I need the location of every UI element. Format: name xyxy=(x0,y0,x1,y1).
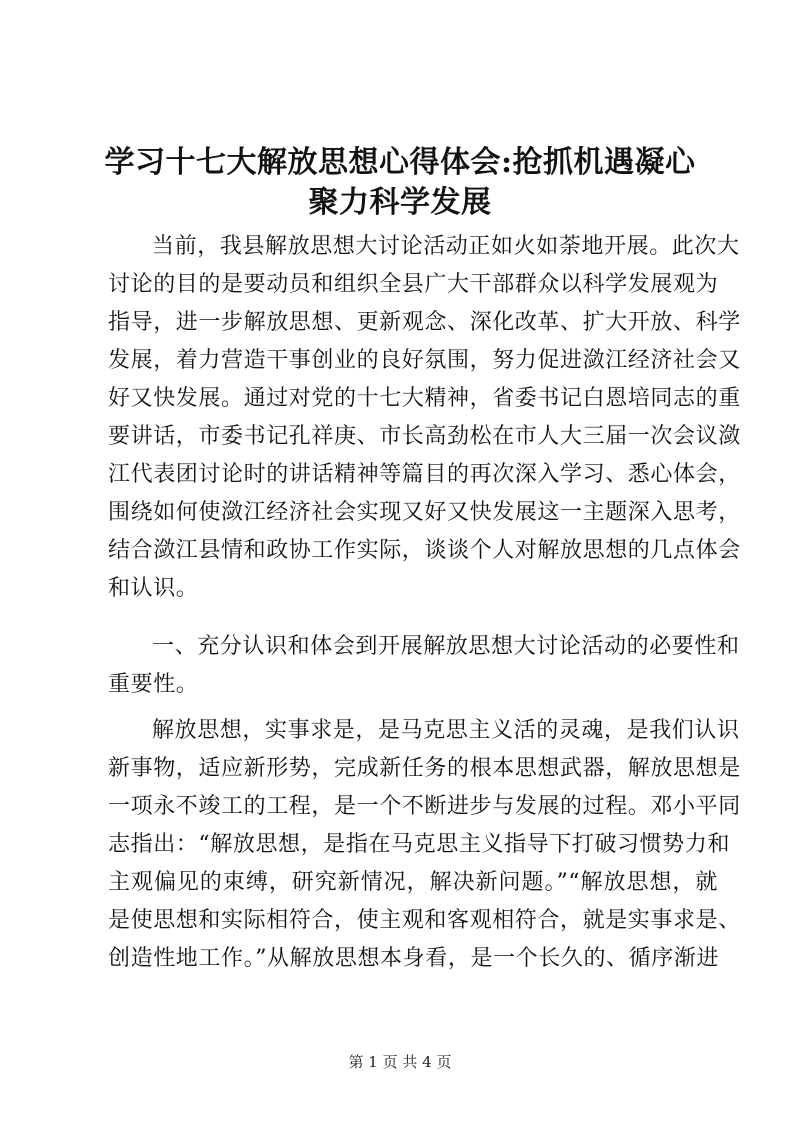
paragraph-2-line-5: 主观偏见的束缚，研究新情况，解决新问题。”“解放思想，就 xyxy=(108,870,718,895)
document-title-line-1: 学习十七大解放思想心得体会:抢抓机遇凝心 xyxy=(104,145,696,180)
paragraph-2-line-6: 是使思想和实际相符合，使主观和客观相符合，就是实事求是、 xyxy=(108,908,741,933)
paragraph-1-line-7: 江代表团讨论时的讲话精神等篇目的再次深入学习、悉心体会， xyxy=(108,462,741,487)
paragraph-2-line-7: 创造性地工作。”从解放思想本身看，是一个长久的、循序渐进 xyxy=(108,946,720,971)
paragraph-1-line-9: 结合潋江县情和政协工作实际，谈谈个人对解放思想的几点体会 xyxy=(108,538,741,563)
paragraph-2-line-3: 一项永不竣工的工程，是一个不断进步与发展的过程。邓小平同 xyxy=(108,794,741,819)
paragraph-1-line-5: 好又快发展。通过对党的十七大精神，省委书记白恩培同志的重 xyxy=(108,386,741,411)
paragraph-1-line-3: 指导，进一步解放思想、更新观念、深化改革、扩大开放、科学 xyxy=(108,310,741,335)
page-number-footer: 第 1 页 共 4 页 xyxy=(348,1053,452,1071)
paragraph-2-line-1: 解放思想，实事求是，是马克思主义活的灵魂，是我们认识 xyxy=(152,718,740,743)
document-title-line-2: 聚力科学发展 xyxy=(308,185,492,220)
paragraph-1-line-6: 要讲话，市委书记孔祥庚、市长高劲松在市人大三届一次会议潋 xyxy=(108,424,741,449)
section-heading-line-2: 重要性。 xyxy=(108,672,199,697)
section-heading-line-1: 一、充分认识和体会到开展解放思想大讨论活动的必要性和 xyxy=(152,634,740,659)
paragraph-1-line-10: 和认识。 xyxy=(108,576,199,601)
paragraph-2-line-4: 志指出：“解放思想，是指在马克思主义指导下打破习惯势力和 xyxy=(108,832,731,857)
paragraph-1-line-2: 讨论的目的是要动员和组织全县广大干部群众以科学发展观为 xyxy=(108,272,719,297)
paragraph-2-line-2: 新事物，适应新形势，完成新任务的根本思想武器，解放思想是 xyxy=(108,756,741,781)
paragraph-1-line-4: 发展，着力营造干事创业的良好氛围，努力促进潋江经济社会又 xyxy=(108,348,741,373)
paragraph-1-line-1: 当前，我县解放思想大讨论活动正如火如荼地开展。此次大 xyxy=(152,234,740,259)
paragraph-1-line-8: 围绕如何使潋江经济社会实现又好又快发展这一主题深入思考， xyxy=(108,500,741,525)
